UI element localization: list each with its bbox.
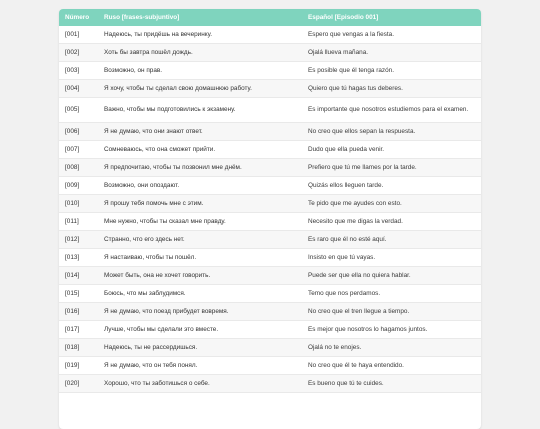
row-number-cell: [015] bbox=[59, 285, 97, 303]
row-number-cell: [003] bbox=[59, 62, 97, 80]
row-number-cell: [018] bbox=[59, 339, 97, 357]
russian-phrase-cell: Хорошо, что ты заботишься о себе. bbox=[97, 375, 301, 393]
row-number-cell: [001] bbox=[59, 26, 97, 44]
spanish-phrase-cell: Espero que vengas a la fiesta. bbox=[301, 26, 481, 44]
spanish-phrase-cell: Te pido que me ayudes con esto. bbox=[301, 195, 481, 213]
row-number-cell: [019] bbox=[59, 357, 97, 375]
table-row bbox=[59, 267, 481, 285]
table-body bbox=[59, 26, 481, 393]
spanish-phrase-cell: Puede ser que ella no quiera hablar. bbox=[301, 267, 481, 285]
row-number-cell: [002] bbox=[59, 44, 97, 62]
russian-phrase-cell: Я хочу, чтобы ты сделал свою домашнюю работу. bbox=[97, 80, 301, 98]
row-number-cell: [007] bbox=[59, 141, 97, 159]
table-row bbox=[59, 339, 481, 357]
table-row bbox=[59, 285, 481, 303]
spanish-phrase-cell: Prefiero que tú me llames por la tarde. bbox=[301, 159, 481, 177]
table-row bbox=[59, 213, 481, 231]
russian-phrase-cell: Я не думаю, что поезд прибудет вовремя. bbox=[97, 303, 301, 321]
spanish-phrase-cell: Es raro que él no esté aquí. bbox=[301, 231, 481, 249]
russian-phrase-cell: Я настаиваю, чтобы ты пошёл. bbox=[97, 249, 301, 267]
table-row bbox=[59, 177, 481, 195]
russian-phrase-cell: Надеюсь, ты не рассердишься. bbox=[97, 339, 301, 357]
phrase-table bbox=[59, 9, 481, 393]
table-row bbox=[59, 98, 481, 123]
russian-phrase-cell: Сомневаюсь, что она сможет прийти. bbox=[97, 141, 301, 159]
russian-phrase-cell: Хоть бы завтра пошёл дождь. bbox=[97, 44, 301, 62]
spanish-phrase-cell: No creo que el tren llegue a tiempo. bbox=[301, 303, 481, 321]
table-row bbox=[59, 123, 481, 141]
table-row bbox=[59, 159, 481, 177]
column-header-spanish[interactable]: Español [Episodio 001] bbox=[301, 9, 481, 26]
russian-phrase-cell: Мне нужно, чтобы ты сказал мне правду. bbox=[97, 213, 301, 231]
row-number-cell: [009] bbox=[59, 177, 97, 195]
row-number-cell: [006] bbox=[59, 123, 97, 141]
russian-phrase-cell: Я предпочитаю, чтобы ты позвонил мне днём. bbox=[97, 159, 301, 177]
table-row bbox=[59, 231, 481, 249]
spanish-phrase-cell: Es bueno que tú te cuides. bbox=[301, 375, 481, 393]
russian-phrase-cell: Я не думаю, что они знают ответ. bbox=[97, 123, 301, 141]
spanish-phrase-cell: Quiero que tú hagas tus deberes. bbox=[301, 80, 481, 98]
table-header-row bbox=[59, 9, 481, 26]
table-row bbox=[59, 357, 481, 375]
spanish-phrase-cell: No creo que él te haya entendido. bbox=[301, 357, 481, 375]
row-number-cell: [011] bbox=[59, 213, 97, 231]
table-row bbox=[59, 249, 481, 267]
spanish-phrase-cell: Insisto en que tú vayas. bbox=[301, 249, 481, 267]
russian-phrase-cell: Боюсь, что мы заблудимся. bbox=[97, 285, 301, 303]
spanish-phrase-cell: Quizás ellos lleguen tarde. bbox=[301, 177, 481, 195]
russian-phrase-cell: Лучше, чтобы мы сделали это вместе. bbox=[97, 321, 301, 339]
row-number-cell: [020] bbox=[59, 375, 97, 393]
spanish-phrase-cell: Ojalá llueva mañana. bbox=[301, 44, 481, 62]
row-number-cell: [016] bbox=[59, 303, 97, 321]
row-number-cell: [013] bbox=[59, 249, 97, 267]
row-number-cell: [014] bbox=[59, 267, 97, 285]
row-number-cell: [004] bbox=[59, 80, 97, 98]
table-row bbox=[59, 26, 481, 44]
spanish-phrase-cell: Dudo que ella pueda venir. bbox=[301, 141, 481, 159]
row-number-cell: [008] bbox=[59, 159, 97, 177]
spanish-phrase-cell: Temo que nos perdamos. bbox=[301, 285, 481, 303]
table-row bbox=[59, 141, 481, 159]
phrase-table-card bbox=[59, 9, 481, 429]
column-header-russian[interactable]: Ruso [frases-subjuntivo] bbox=[97, 9, 301, 26]
table-row bbox=[59, 321, 481, 339]
russian-phrase-cell: Странно, что его здесь нет. bbox=[97, 231, 301, 249]
table-row bbox=[59, 195, 481, 213]
row-number-cell: [005] bbox=[59, 98, 97, 123]
russian-phrase-cell: Я не думаю, что он тебя понял. bbox=[97, 357, 301, 375]
column-header-number[interactable]: Número bbox=[59, 9, 97, 26]
table-row bbox=[59, 44, 481, 62]
row-number-cell: [010] bbox=[59, 195, 97, 213]
russian-phrase-cell: Важно, чтобы мы подготовились к экзамену. bbox=[97, 98, 301, 123]
row-number-cell: [017] bbox=[59, 321, 97, 339]
table-row bbox=[59, 375, 481, 393]
spanish-phrase-cell: Es posible que él tenga razón. bbox=[301, 62, 481, 80]
russian-phrase-cell: Я прошу тебя помочь мне с этим. bbox=[97, 195, 301, 213]
table-row bbox=[59, 303, 481, 321]
row-number-cell: [012] bbox=[59, 231, 97, 249]
russian-phrase-cell: Надеюсь, ты придёшь на вечеринку. bbox=[97, 26, 301, 44]
russian-phrase-cell: Возможно, он прав. bbox=[97, 62, 301, 80]
spanish-phrase-cell: Necesito que me digas la verdad. bbox=[301, 213, 481, 231]
spanish-phrase-cell: Es mejor que nosotros lo hagamos juntos. bbox=[301, 321, 481, 339]
russian-phrase-cell: Может быть, она не хочет говорить. bbox=[97, 267, 301, 285]
table-row bbox=[59, 80, 481, 98]
spanish-phrase-cell: Ojalá no te enojes. bbox=[301, 339, 481, 357]
spanish-phrase-cell: Es importante que nosotros estudiemos para el examen. bbox=[301, 98, 481, 123]
spanish-phrase-cell: No creo que ellos sepan la respuesta. bbox=[301, 123, 481, 141]
russian-phrase-cell: Возможно, они опоздают. bbox=[97, 177, 301, 195]
table-row bbox=[59, 62, 481, 80]
